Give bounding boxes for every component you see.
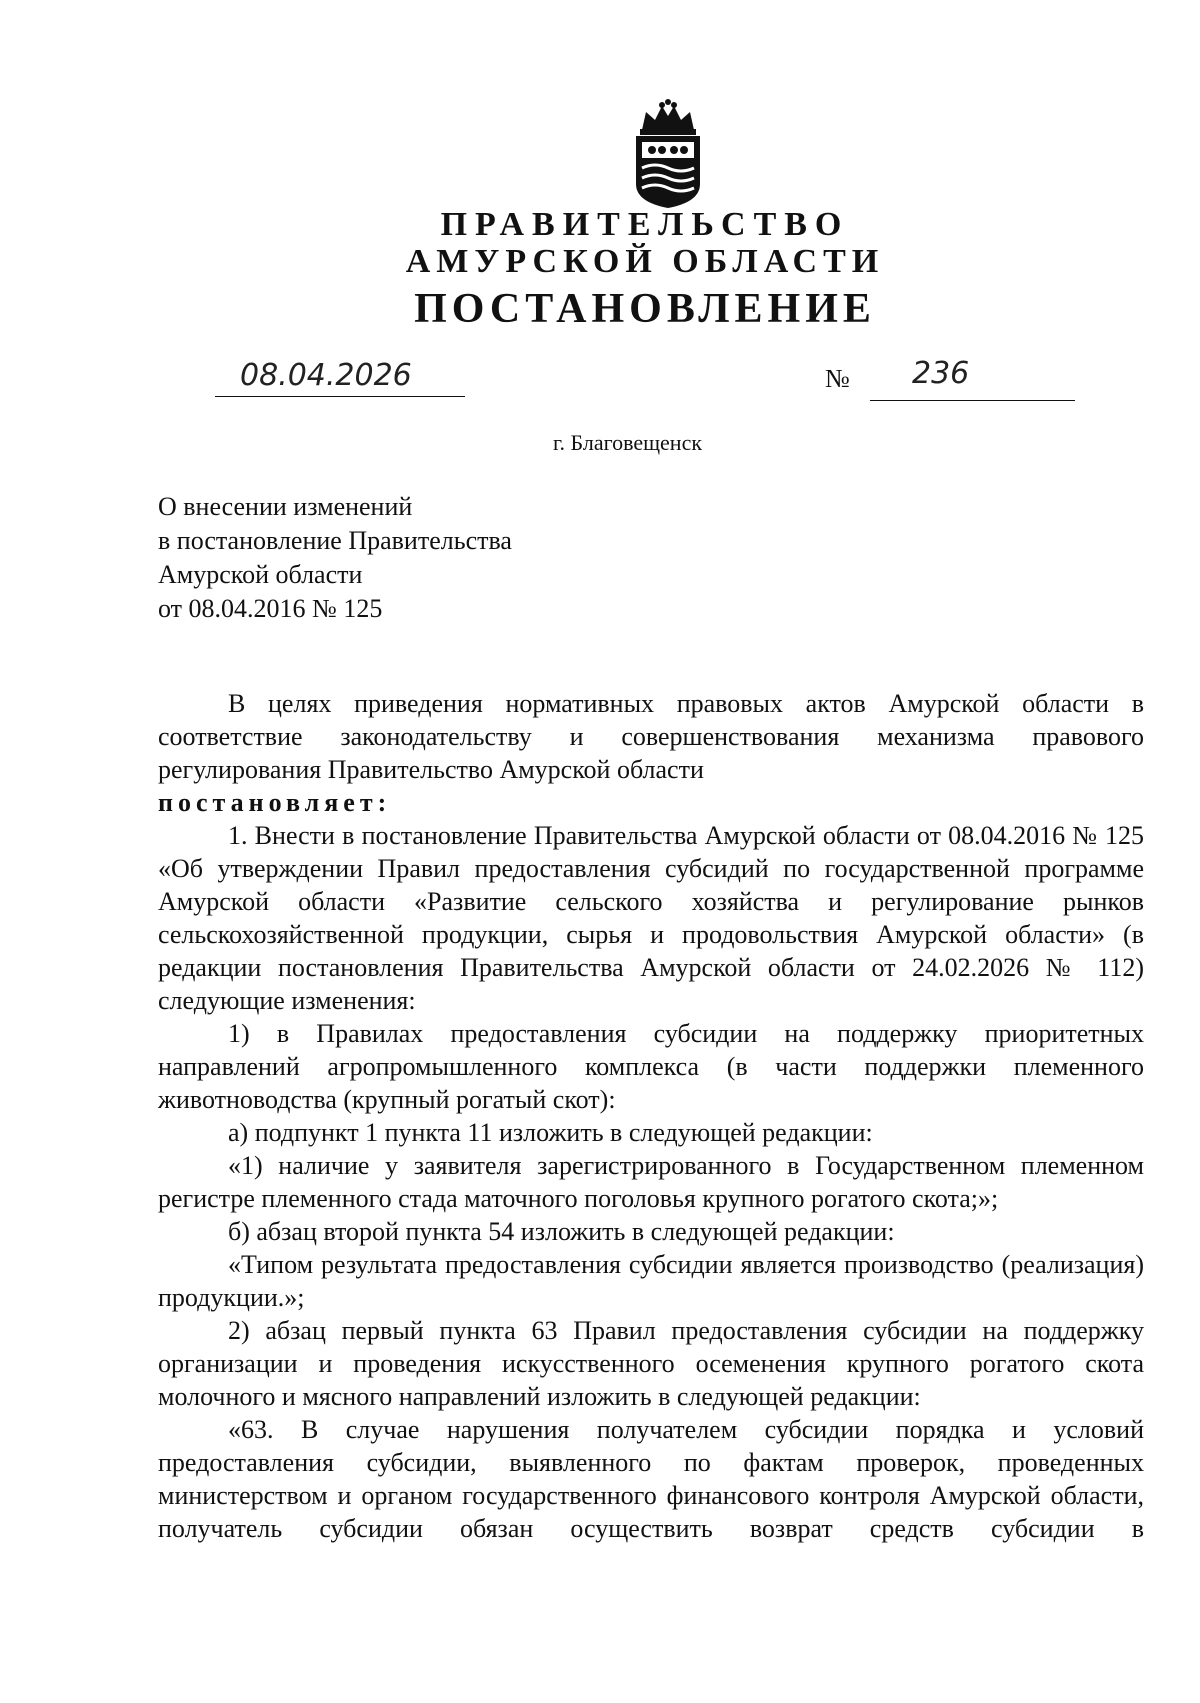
body-paragraph: 1. Внести в постановление Правительства Амурской области от 08.04.2016 № 125 «Об утверждении Правил предоставления субсидий по государственной программе Амурской области «Развитие сельского хозяйства и регулирование рынков сельскохозяйственной продукции, сырья и продовольствия Амурской области» (в редакции постановления Правительства Амурской области от 24.02.2026 № 112) следующие изменения: <box>158 821 1144 1015</box>
body-paragraph: «1) наличие у заявителя зарегистрированного в Государственном племенном регистре племенного стада маточного поголовья крупного рогатого скота;»; <box>158 1151 1144 1213</box>
document-date: 08.04.2026 <box>240 358 412 393</box>
subject-line: от 08.04.2016 № 125 <box>158 594 383 623</box>
body-paragraph: «Типом результата предоставления субсидии является производство (реализация) продукции.»; <box>158 1250 1144 1312</box>
number-underline <box>870 362 1075 401</box>
government-title-line2: АМУРСКОЙ ОБЛАСТИ <box>405 243 885 280</box>
decree-word: постановляет: <box>158 788 392 817</box>
preamble-paragraph: В целях приведения нормативных правовых актов Амурской области в соответствие законодательству и совершенствования механизма правового регулирования Правительство Амурской области <box>158 689 1144 784</box>
number-label: № <box>825 364 850 393</box>
subject-line: Амурской области <box>158 560 363 589</box>
document-type-title: ПОСТАНОВЛЕНИЕ <box>414 286 876 332</box>
subject-line: в постановление Правительства <box>158 526 512 555</box>
body-paragraph: а) подпункт 1 пункта 11 изложить в следующей редакции: <box>228 1118 873 1147</box>
body-paragraph: б) абзац второй пункта 54 изложить в следующей редакции: <box>228 1217 895 1246</box>
document-subject <box>158 490 512 626</box>
city-name: г. Благовещенск <box>552 430 703 455</box>
document-body <box>158 687 1144 1545</box>
body-paragraph: 1) в Правилах предоставления субсидии на поддержку приоритетных направлений агропромышленного комплекса (в части поддержки племенного животноводства (крупный рогатый скот): <box>158 1019 1144 1114</box>
government-title-line1: ПРАВИТЕЛЬСТВО <box>440 206 850 243</box>
document-number: 236 <box>912 356 970 391</box>
subject-line: О внесении изменений <box>158 492 413 521</box>
body-paragraph: «63. В случае нарушения получателем субсидии порядка и условий предоставления субсидии, выявленного по фактам проверок, проведенных министерством и органом государственного финансового контроля Амурской области, получатель субсидии обязан осуществить возврат средств субсидии в <box>158 1415 1144 1543</box>
body-paragraph: 2) абзац первый пункта 63 Правил предоставления субсидии на поддержку организации и проведения искусственного осеменения крупного рогатого скота молочного и мясного направлений изложить в следующей редакции: <box>158 1316 1144 1411</box>
amur-region-emblem-icon <box>628 98 708 210</box>
